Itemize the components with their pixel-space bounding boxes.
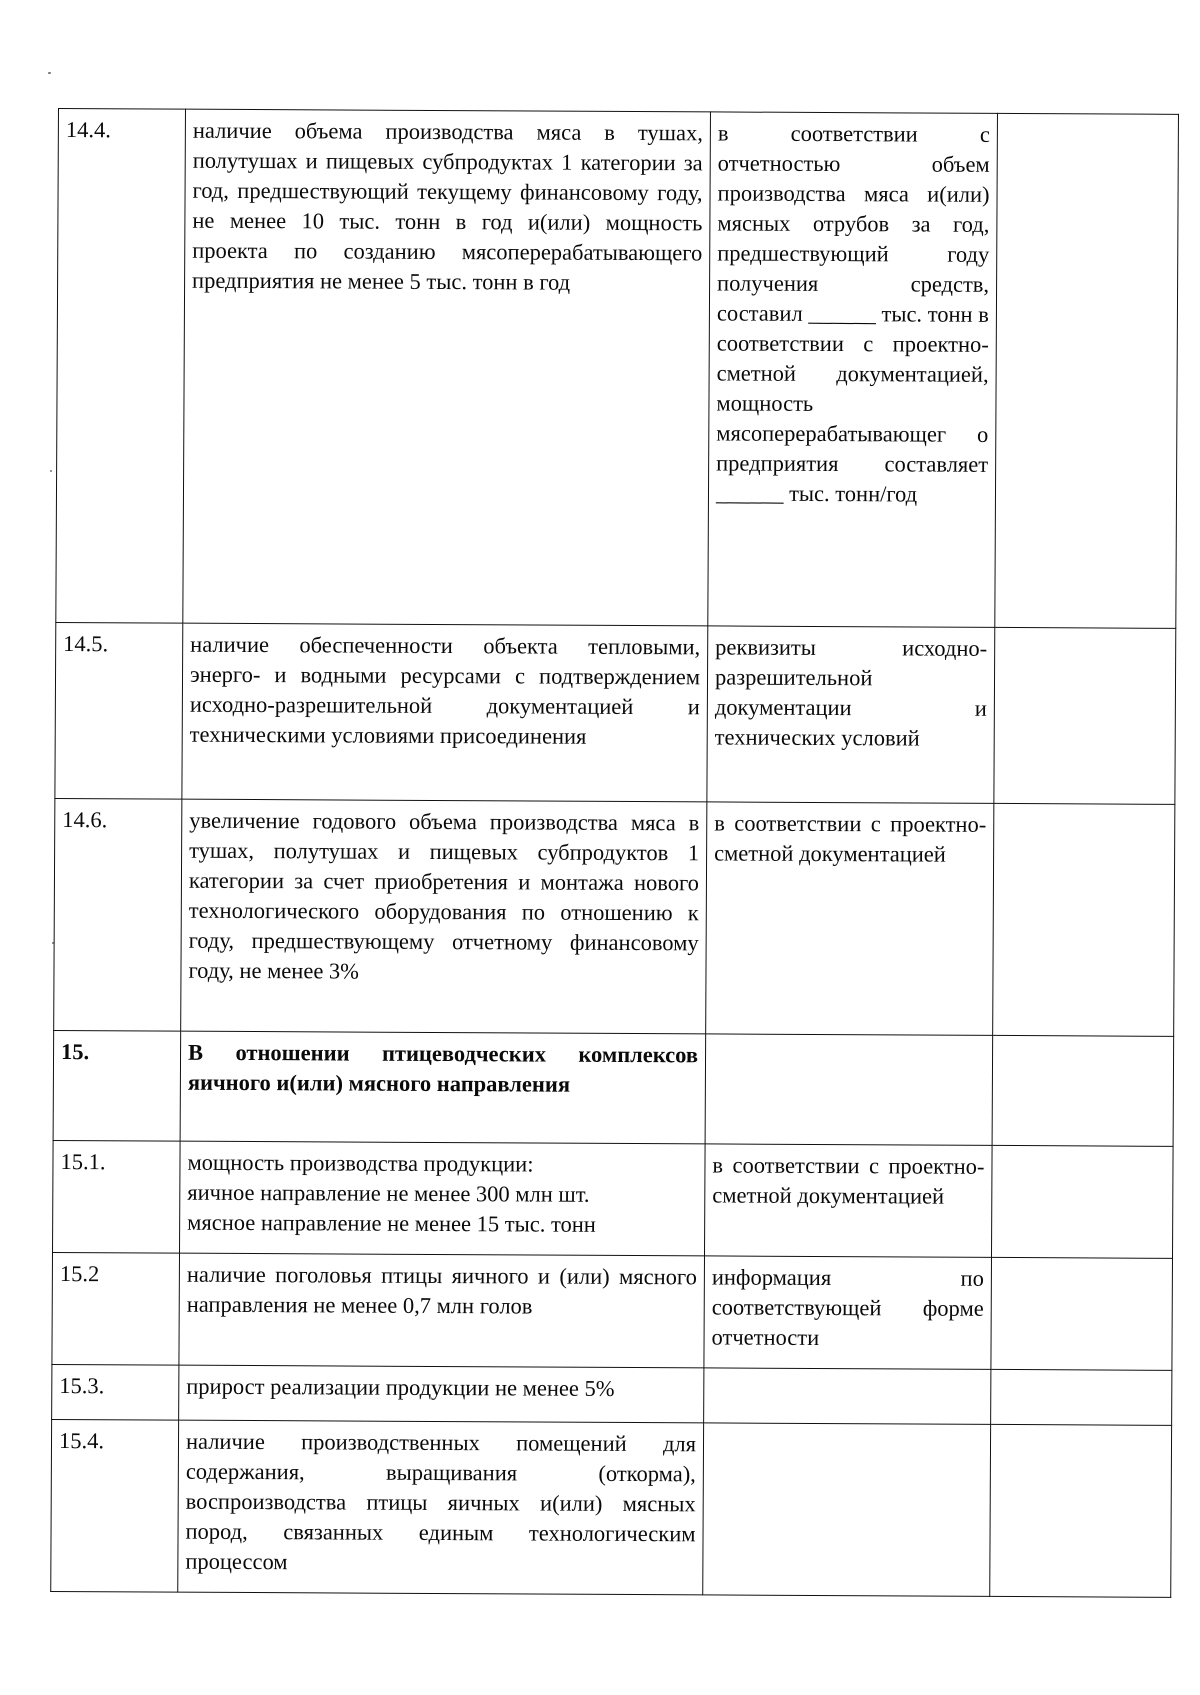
table-row xyxy=(55,622,1176,804)
scan-speck xyxy=(50,470,52,472)
row-extra xyxy=(994,627,1176,804)
table-row xyxy=(52,1252,1173,1370)
table-row xyxy=(53,1140,1174,1258)
row-description: увеличение годового объема производства мяса в тушах, полутушах и пищевых субпродуктов 1 категории за счет приобретения и монтажа нового технологического оборудования по отношению к году, предшествующему отчетному финансовому году, не менее 3% xyxy=(181,799,707,1034)
row-extra xyxy=(991,1369,1172,1425)
row-evidence: реквизиты исходно-разрешительной документации и технических условий xyxy=(707,626,995,804)
scan-speck xyxy=(48,72,51,74)
row-evidence: в соответствии с отчетностью объем производства мяса и(или) мясных отрубов за год, предшествующий году получения средств, составил ______ тыс. тонн в соответствии с проектно-сметной документацией, мощность мясоперерабатывающег о предприятия составляет ______ тыс. тонн/год xyxy=(708,112,998,627)
row-evidence xyxy=(703,1423,991,1597)
table-row xyxy=(54,798,1175,1036)
row-extra xyxy=(991,1145,1173,1258)
table-row xyxy=(56,109,1179,629)
row-number: 14.6. xyxy=(54,798,182,1031)
description-line: мясное направление не менее 15 тыс. тонн xyxy=(187,1209,596,1237)
row-evidence: в соответствии с проектно-сметной документацией xyxy=(704,1144,992,1258)
description-line: яичное направление не менее 300 млн шт. xyxy=(187,1179,590,1207)
row-description: наличие поголовья птицы яичного и (или) мясного направления не менее 0,7 млн голов xyxy=(179,1253,705,1368)
description-line: мощность производства продукции: xyxy=(187,1149,534,1177)
row-extra xyxy=(992,1035,1174,1146)
row-number: 15.3. xyxy=(52,1364,179,1420)
row-description: прирост реализации продукции не менее 5% xyxy=(179,1365,704,1423)
criteria-table xyxy=(50,108,1179,1598)
section-number: 15. xyxy=(53,1030,181,1141)
row-number: 15.2 xyxy=(52,1252,180,1365)
row-number: 14.5. xyxy=(55,622,183,799)
row-evidence xyxy=(705,1034,993,1146)
row-description: наличие объема производства мяса в тушах, полутушах и пищевых субпродуктах 1 категории за год, предшествующий текущему финансовому году, не менее 10 тыс. тонн в год и(или) мощность проекта по созданию мясоперерабатывающего предприятия не менее 5 тыс. тонн в год xyxy=(183,109,711,626)
row-description xyxy=(180,1141,706,1256)
table-row xyxy=(53,1030,1174,1146)
row-evidence: информация по соответствующей форме отчетности xyxy=(704,1256,992,1370)
row-extra xyxy=(993,803,1175,1036)
row-evidence xyxy=(704,1368,991,1425)
section-heading: В отношении птицеводческих комплексов яичного и(или) мясного направления xyxy=(180,1031,706,1144)
row-number: 15.4. xyxy=(51,1419,179,1592)
row-extra xyxy=(995,113,1179,628)
table-row xyxy=(51,1419,1172,1597)
row-description: наличие производственных помещений для содержания, выращивания (откорма), воспроизводства птицы яичных и(или) мясных пород, связанных единым технологическим процессом xyxy=(178,1420,704,1595)
row-number: 14.4. xyxy=(56,109,186,624)
row-number: 15.1. xyxy=(53,1140,181,1253)
row-extra xyxy=(991,1257,1173,1370)
table-row xyxy=(52,1364,1172,1425)
row-extra xyxy=(990,1424,1172,1597)
row-evidence: в соответствии с проектно-сметной документацией xyxy=(706,802,994,1035)
row-description: наличие обеспеченности объекта тепловыми, энерго- и водными ресурсами с подтверждением исходно-разрешительной документацией и техническими условиями присоединения xyxy=(182,623,708,802)
